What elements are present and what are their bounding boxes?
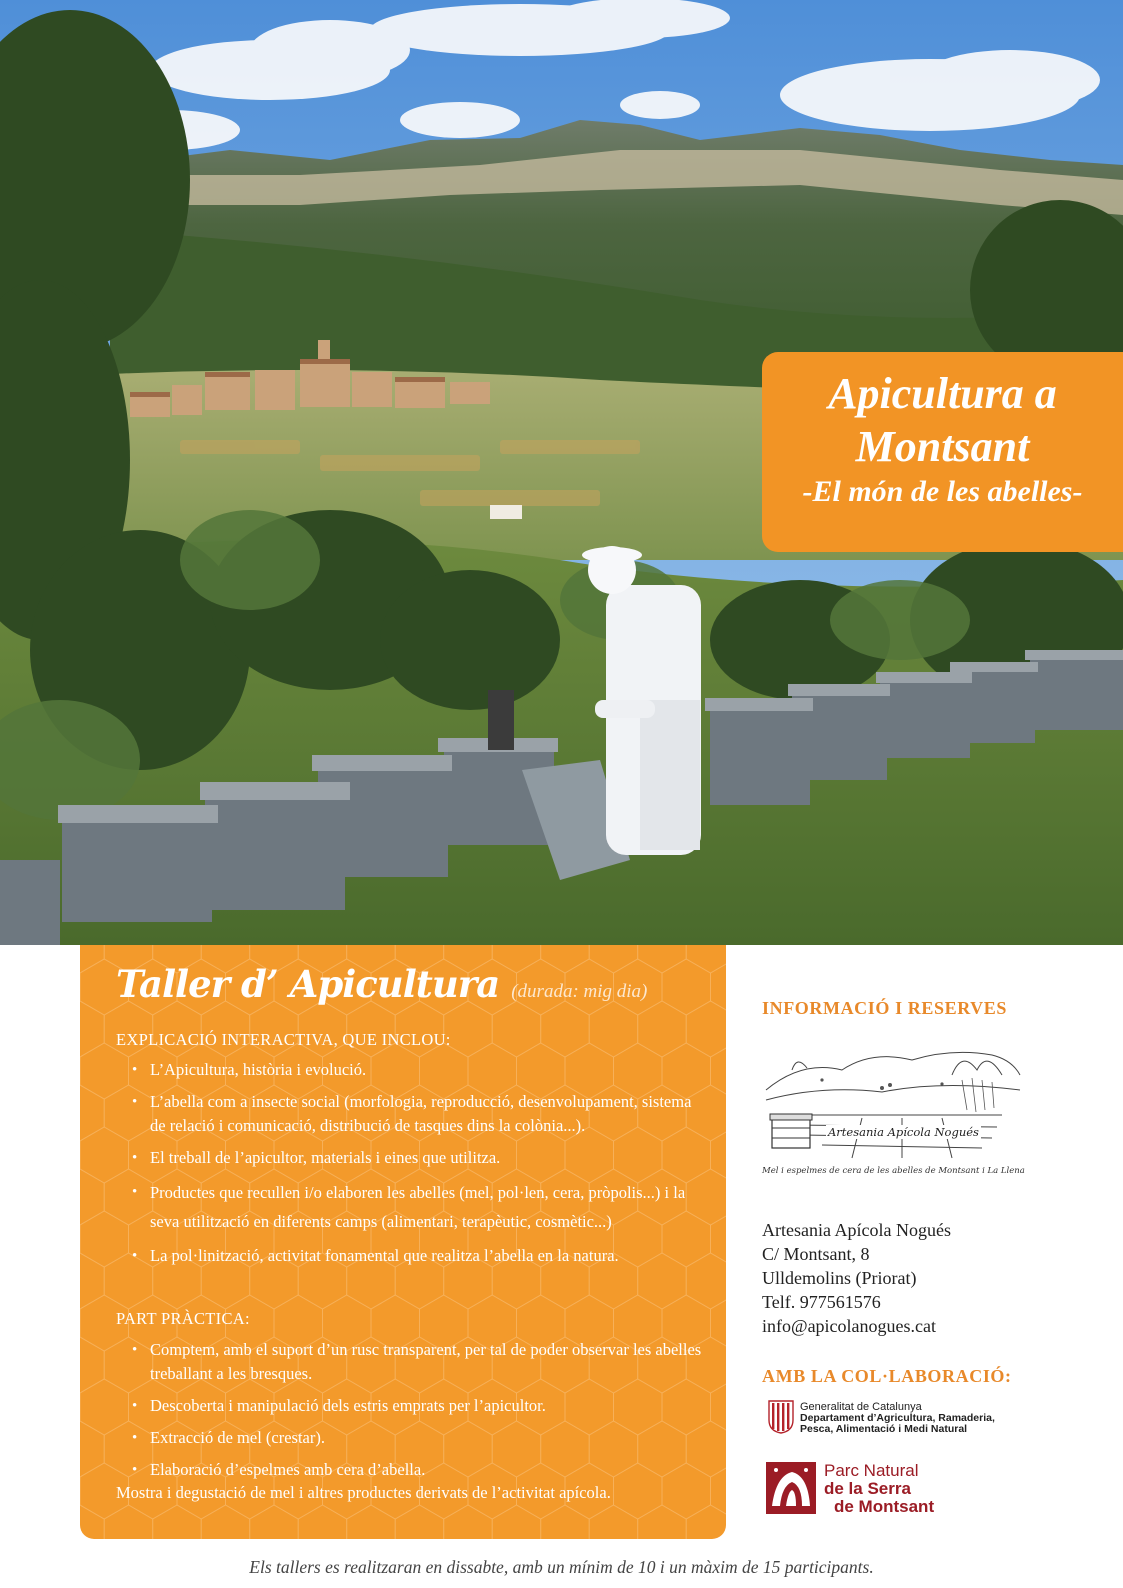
practical-list	[132, 1338, 702, 1490]
gencat-line-1: Generalitat de Catalunya	[800, 1401, 922, 1413]
apicola-logo-drawing	[762, 1030, 1024, 1166]
closing-text: Mostra i degustació de mel i altres productes derivats de l’activitat apícola.	[116, 1483, 611, 1502]
info-heading: INFORMACIÓ I RESERVES	[762, 998, 1008, 1018]
title-subtitle: -El món de les abelles-	[802, 475, 1083, 508]
list-item: • Productes que recullen i/o elaboren les abelles (mel, pol·len, cera, pròpolis...) i la seva utilització en diferents camps (alimentari, terapèutic, cosmètic...)	[132, 1178, 702, 1236]
explanation-list	[132, 1058, 702, 1276]
contact-address	[762, 1218, 951, 1338]
parc-line-1: Parc Natural	[824, 1461, 919, 1480]
list-item: • La pol·linització, activitat fonamental que realitza l’abella en la natura.	[132, 1244, 702, 1268]
list-item: • Extracció de mel (crestar).	[132, 1426, 702, 1450]
workshop-panel	[80, 945, 726, 1539]
contact-name: Artesania Apícola Nogués	[762, 1220, 951, 1240]
section-explanation-title: EXPLICACIÓ INTERACTIVA, QUE INCLOU:	[116, 1030, 451, 1049]
logo-caption: Mel i espelmes de cera de les abelles de Montsant i La Llena	[762, 1166, 1025, 1176]
footer-note: Els tallers es realitzaran en dissabte, amb un mínim de 10 i un màxim de 15 participants.	[249, 1557, 874, 1577]
list-item: • El treball de l’apicultor, materials i eines que utilitza.	[132, 1146, 702, 1170]
apicola-logo-name: Artesania Apícola Nogués	[828, 1125, 979, 1139]
workshop-title: Taller d’ Apicultura	[116, 962, 500, 1006]
apicola-logo	[762, 1030, 1024, 1180]
contact-phone[interactable]: Telf. 977561576	[762, 1292, 881, 1312]
collaboration-heading: AMB LA COL·LABORACIÓ:	[762, 1366, 1012, 1386]
title-line-1: Apicultura a	[828, 369, 1057, 418]
parc-line-3: de Montsant	[834, 1497, 935, 1516]
gencat-logo	[768, 1400, 1018, 1436]
list-item: • Comptem, amb el suport d’un rusc transparent, per tal de poder observar les abelles treballant a les bresques.	[132, 1338, 702, 1386]
title-line-2: Montsant	[855, 422, 1030, 471]
parc-text	[824, 1462, 934, 1516]
list-item: • Elaboració d’espelmes amb cera d’abella.	[132, 1458, 702, 1482]
gencat-emblem-icon	[768, 1400, 794, 1434]
gencat-line-2: Departament d’Agricultura, Ramaderia,	[800, 1412, 995, 1424]
parc-emblem-icon	[766, 1462, 816, 1514]
parc-natural-logo	[766, 1462, 1026, 1518]
title-banner	[762, 352, 1123, 552]
contact-street: C/ Montsant, 8	[762, 1244, 870, 1264]
workshop-duration: (durada: mig dia)	[511, 981, 648, 1002]
contact-email[interactable]: info@apicolanogues.cat	[762, 1316, 937, 1336]
list-item: • L’Apicultura, història i evolució.	[132, 1058, 702, 1082]
gencat-line-3: Pesca, Alimentació i Medi Natural	[800, 1423, 968, 1435]
workshop-heading	[116, 962, 647, 1006]
gencat-text	[800, 1402, 995, 1435]
list-item: • Descoberta i manipulació dels estris emprats per l’apicultor.	[132, 1394, 702, 1418]
section-practical-title: PART PRÀCTICA:	[116, 1309, 250, 1328]
parc-line-2: de la Serra	[824, 1479, 911, 1498]
list-item: • L’abella com a insecte social (morfologia, reproducció, desenvolupament, sistema de relació i comunicació, distribució de tasques dins la colònia...).	[132, 1090, 702, 1138]
contact-town: Ulldemolins (Priorat)	[762, 1268, 917, 1288]
